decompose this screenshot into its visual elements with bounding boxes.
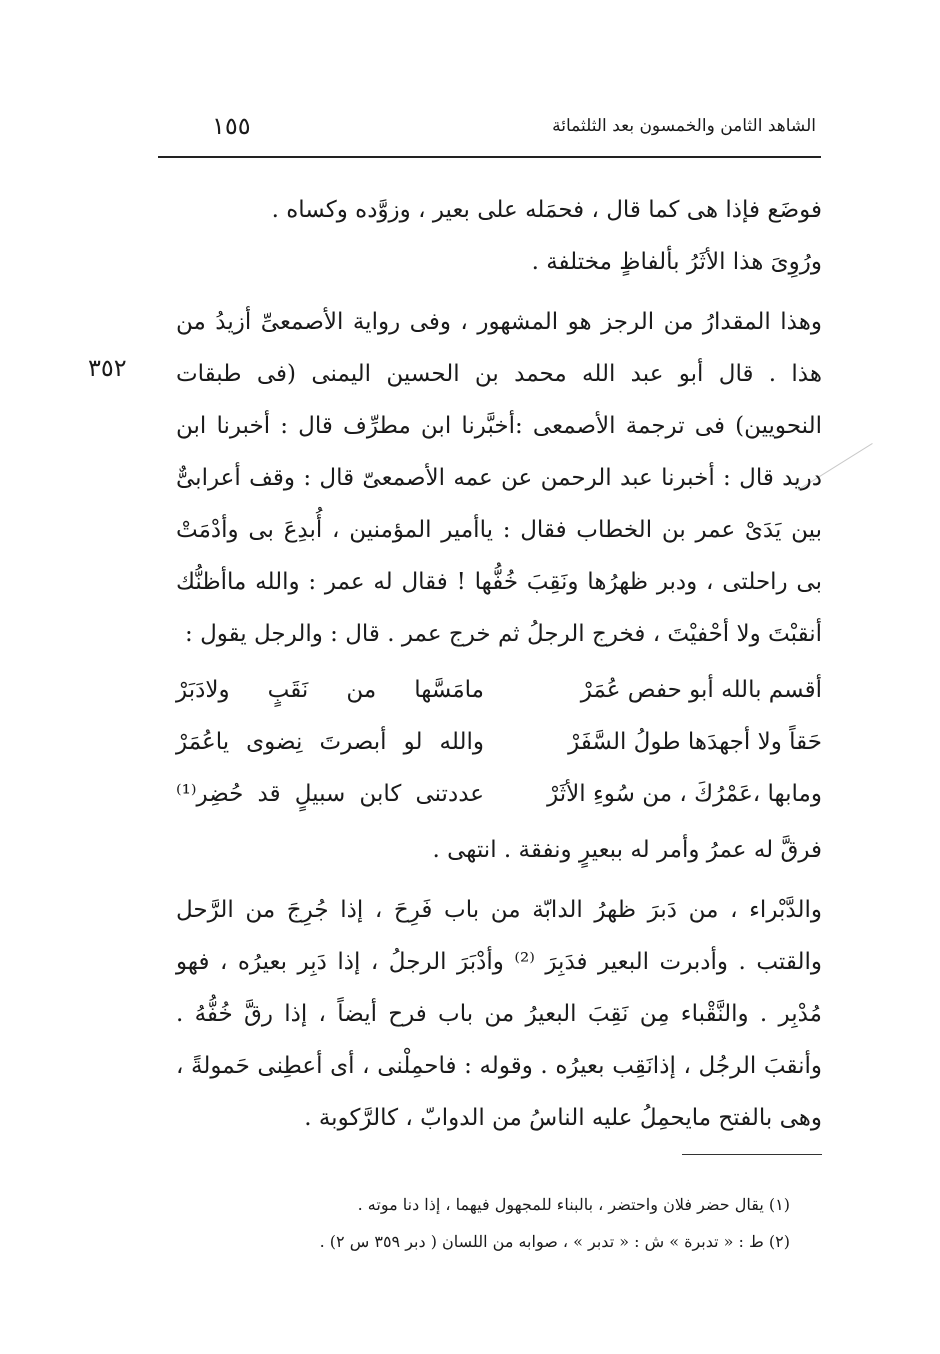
verse-second-hemistich: مامَسَّها من نَقَبٍ ولادَبَرْ (176, 677, 484, 703)
poem (176, 664, 822, 820)
verse-second-hemistich: والله لو أبصرتَ نِضوى ياعُمَرْ (176, 729, 484, 755)
footnotes (170, 1186, 790, 1260)
page-number: ١٥٥ (212, 112, 251, 140)
footnote-2: (٢) ط : « تدبرة » ش : « تدبر » ، صوابه من اللسان ( دبر ٣٥٩ س ٢) . (319, 1232, 790, 1251)
poem-verse (176, 768, 822, 820)
paragraph-1: فوضَع فإذا هى كما قال ، فحمَله على بعير ، وزوَّده وكساه . (271, 197, 822, 223)
margin-reference-number: ٣٥٢ (88, 354, 127, 382)
header-rule (158, 156, 821, 158)
poem-verse (176, 716, 822, 768)
verse-first-hemistich: ومابها ،عَمْرُكَ ، من سُوءِ الأثَرْ (547, 781, 822, 807)
verse-first-hemistich: حَقاً ولا أجهدَها طولُ السَّفَرْ (568, 729, 822, 755)
poem-verse (176, 664, 822, 716)
main-text (176, 184, 822, 1144)
footnote-1: (١) يقال حضر فلان واحتضر ، بالبناء للمجهول فيهما ، إذا دنا موته . (357, 1195, 790, 1214)
running-title: الشاهد الثامن والخمسون بعد الثلثمائة (552, 116, 816, 136)
paragraph-5: والدَّبْراء ، من دَبرَ ظهرُ الدابّة من باب فَرِحَ ، إذا جُرِجَ من الرَّحل والقتب . وأدبرت البعير فدَبِرَ ⁽²⁾ وأدْبَرَ الرجلُ ، إذا دَبِر بعيرُه ، فهو مُدْبِر . والنَّقْباء مِن نَقِبَ البعيرُ من باب فرح أيضاً ، إذا رقَّ خُفُّهُ . وأنقبَ الرجُل ، إذانَقِب بعيرُه . وقوله : فاحمِلْنى ، أى أعطِنى حَمولةً ، وهى بالفتح مايحمِلُ عليه الناسُ من الدوابّ ، كالرَّكوبة . (176, 897, 822, 1131)
verse-first-hemistich: أقسم بالله أبو حفص عُمَرْ (580, 677, 822, 703)
verse-second-hemistich: عددتنى كابن سبيلٍ قد حُضِر⁽¹⁾ (176, 781, 484, 807)
paragraph-4: فرقَّ له عمرُ وأمر له ببعيرٍ ونفقة . انتهى . (432, 837, 822, 863)
paragraph-3: وهذا المقدارُ من الرجز هو المشهور ، وفى رواية الأصمعىِّ أزيدُ من هذا . قال أبو عبد الله محمد بن الحسين اليمنى (فى طبقات النحويين) فى ترجمة الأصمعى :أخبَّرنا ابن مطرِّف قال : أخبرنا ابن دريد قال : أخبرنا عبد الرحمن عن عمه الأصمعىّ قال : وقف أعرابىٌّ بين يَدَىْ عمر بن الخطاب فقال : ياأمير المؤمنين ، أُبدِعَ بى وأدْمَتْ بى راحلتى ، ودبر ظهرُها ونَقِبَ خُفُّها ! فقال له عمر : والله ماأظنُّك أنقبْتَ ولا أحْفيْتَ ، فخرج الرجلُ ثم خرج عمر . قال : والرجل يقول : (176, 309, 822, 647)
footnote-rule (682, 1154, 822, 1155)
paragraph-2: ورُوِىَ هذا الأثَرُ بألفاظٍ مختلفة . (531, 249, 822, 275)
